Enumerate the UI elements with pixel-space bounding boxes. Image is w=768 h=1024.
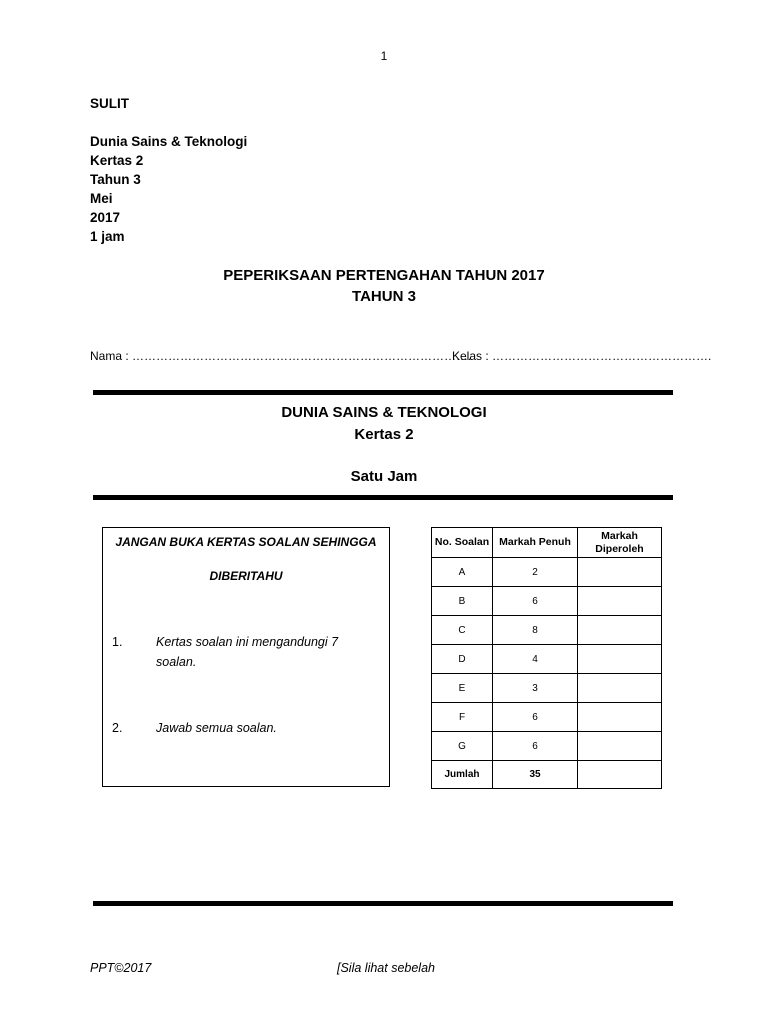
- instructions-box: [102, 527, 390, 787]
- question-cell: B: [432, 587, 493, 616]
- obtained-marks-cell[interactable]: [578, 616, 662, 645]
- header-year: 2017: [90, 210, 121, 225]
- question-cell: G: [432, 732, 493, 761]
- table-row: [432, 674, 662, 703]
- full-marks-cell: 6: [493, 587, 578, 616]
- total-obtained-marks-cell[interactable]: [578, 761, 662, 789]
- question-cell: D: [432, 645, 493, 674]
- full-marks-cell: 4: [493, 645, 578, 674]
- question-cell: E: [432, 674, 493, 703]
- header-month: Mei: [90, 191, 113, 206]
- marks-table: [431, 527, 662, 789]
- exam-title: PEPERIKSAAN PERTENGAHAN TAHUN 2017: [223, 267, 545, 284]
- footer-copyright: PPT©2017: [90, 961, 152, 975]
- class-field[interactable]: Kelas : ……………………………………………….: [452, 349, 712, 363]
- full-marks-cell: 6: [493, 703, 578, 732]
- name-field[interactable]: Nama : ………………………………………………………………………….: [90, 349, 472, 363]
- table-row: [432, 616, 662, 645]
- table-row: [432, 703, 662, 732]
- table-header-row: [432, 528, 662, 558]
- table-row: [432, 732, 662, 761]
- header-subject: Dunia Sains & Teknologi: [90, 134, 248, 149]
- obtained-marks-cell[interactable]: [578, 558, 662, 587]
- column-header-obtained-marks: Markah Diperoleh: [578, 528, 662, 558]
- column-header-full-marks: Markah Penuh: [493, 528, 578, 558]
- middle-rule-divider: [93, 495, 673, 500]
- exam-title-block: [0, 265, 768, 307]
- top-rule-divider: [93, 390, 673, 395]
- subject-paper: Kertas 2: [354, 426, 414, 443]
- full-marks-cell: 8: [493, 616, 578, 645]
- obtained-marks-cell[interactable]: [578, 732, 662, 761]
- exam-duration: Satu Jam: [350, 468, 418, 485]
- header-paper: Kertas 2: [90, 153, 144, 168]
- instruction-text: Jawab semua soalan.: [156, 721, 277, 735]
- table-row: [432, 645, 662, 674]
- instruction-number: 2.: [112, 721, 123, 735]
- question-cell: A: [432, 558, 493, 587]
- table-total-row: [432, 761, 662, 789]
- classification-label: SULIT: [90, 96, 129, 111]
- header-block: [90, 94, 247, 246]
- header-duration: 1 jam: [90, 229, 125, 244]
- full-marks-cell: 2: [493, 558, 578, 587]
- obtained-marks-cell[interactable]: [578, 703, 662, 732]
- total-label-cell: Jumlah: [432, 761, 493, 789]
- question-cell: F: [432, 703, 493, 732]
- instruction-text: Kertas soalan ini mengandungi 7 soalan.: [156, 635, 339, 669]
- header-year-level: Tahun 3: [90, 172, 141, 187]
- obtained-marks-cell[interactable]: [578, 645, 662, 674]
- table-row: [432, 587, 662, 616]
- question-cell: C: [432, 616, 493, 645]
- table-row: [432, 558, 662, 587]
- subject-title: DUNIA SAINS & TEKNOLOGI: [281, 404, 487, 421]
- obtained-marks-cell[interactable]: [578, 674, 662, 703]
- full-marks-cell: 6: [493, 732, 578, 761]
- instructions-heading: JANGAN BUKA KERTAS SOALAN SEHINGGA: [115, 535, 377, 549]
- footer-turn-page: [Sila lihat sebelah: [337, 961, 435, 975]
- full-marks-cell: 3: [493, 674, 578, 703]
- column-header-question: No. Soalan: [432, 528, 493, 558]
- bottom-rule-divider: [93, 901, 673, 906]
- exam-year-level: TAHUN 3: [352, 288, 416, 305]
- page-number: 1: [380, 49, 388, 63]
- subject-title-block: [0, 402, 768, 446]
- obtained-marks-cell[interactable]: [578, 587, 662, 616]
- instructions-heading-continued: DIBERITAHU: [209, 569, 283, 583]
- total-full-marks-cell: 35: [493, 761, 578, 789]
- instruction-number: 1.: [112, 635, 123, 649]
